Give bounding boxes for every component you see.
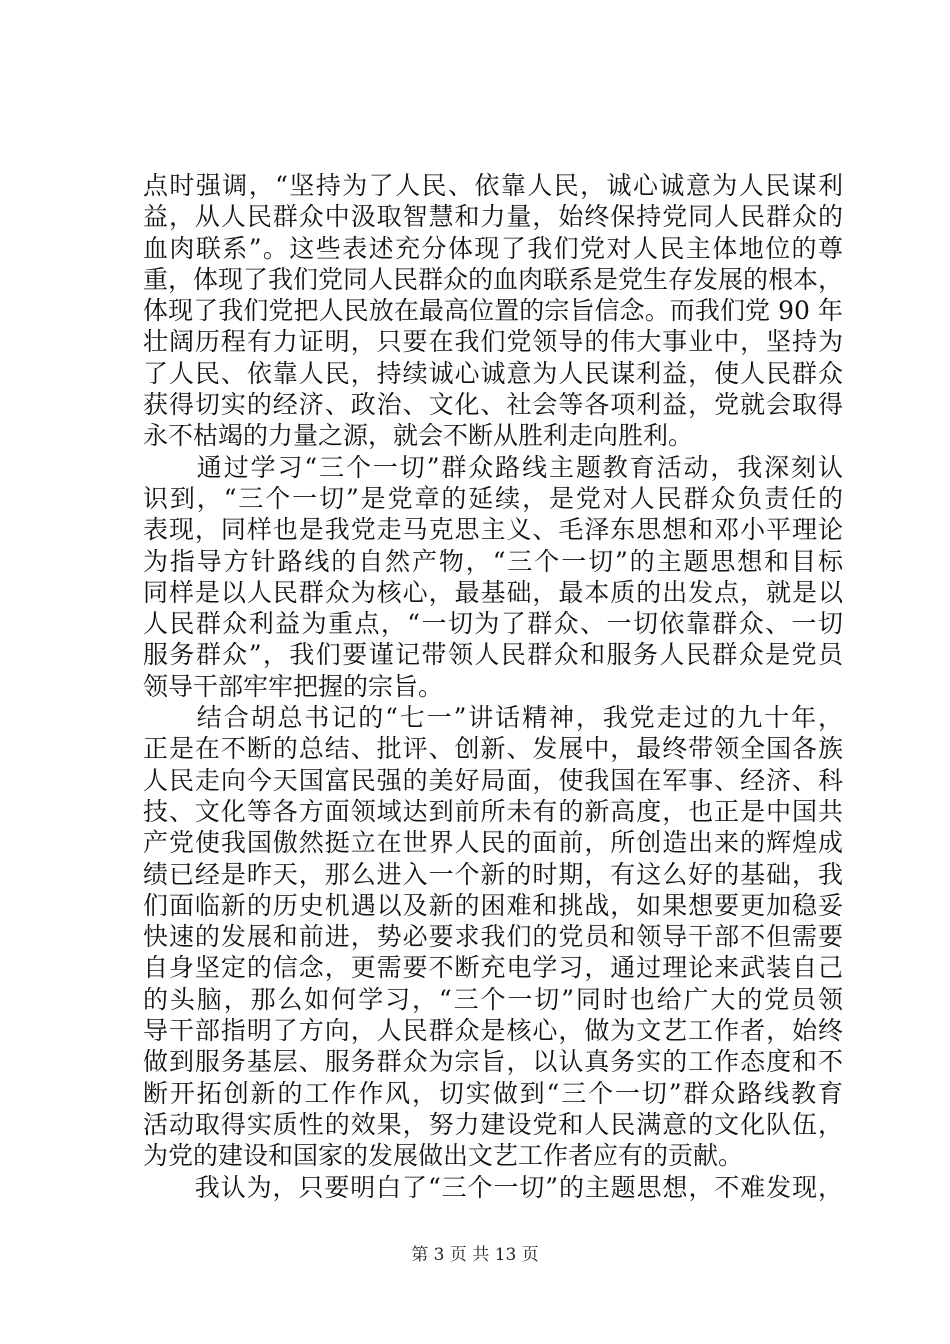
text-line: 体现了我们党把人民放在最高位置的宗旨信念。而我们党 90 年 <box>143 296 843 326</box>
text-line: 我认为，只要明白了“三个一切”的主题思想，不难发现， <box>143 1172 843 1202</box>
text-line: 自身坚定的信念，更需要不断充电学习，通过理论来武装自己 <box>143 953 843 983</box>
text-line: 为党的建设和国家的发展做出文艺工作者应有的贡献。 <box>143 1141 744 1171</box>
text-line: 服务群众”，我们要谨记带领人民群众和服务人民群众是党员 <box>143 640 843 670</box>
text-line: 壮阔历程有力证明，只要在我们党领导的伟大事业中，坚持为 <box>143 327 843 357</box>
text-line: 的头脑，那么如何学习，“三个一切”同时也给广大的党员领 <box>143 984 843 1014</box>
text-line: 人民群众利益为重点，“一切为了群众、一切依靠群众、一切 <box>143 609 843 639</box>
text-line: 快速的发展和前进，势必要求我们的党员和领导干部不但需要 <box>143 922 843 952</box>
text-line: 为指导方针路线的自然产物，“三个一切”的主题思想和目标 <box>143 546 843 576</box>
text-line: 们面临新的历史机遇以及新的困难和挑战，如果想要更加稳妥 <box>143 890 843 920</box>
text-line: 绩已经是昨天，那么进入一个新的时期，有这么好的基础，我 <box>143 859 843 889</box>
text-line: 点时强调，“坚持为了人民、依靠人民，诚心诚意为人民谋利 <box>143 171 843 200</box>
text-line: 正是在不断的总结、批评、创新、发展中，最终带领全国各族 <box>143 734 843 764</box>
page-number-label: 第 3 页 共 13 页 <box>411 1245 539 1265</box>
text-line: 重，体现了我们党同人民群众的血肉联系是党生存发展的根本， <box>143 264 844 294</box>
text-line: 永不枯竭的力量之源，就会不断从胜利走向胜利。 <box>143 421 694 451</box>
text-line: 获得切实的经济、政治、文化、社会等各项利益，党就会取得 <box>143 390 843 420</box>
text-line: 领导干部牢牢把握的宗旨。 <box>143 671 444 701</box>
text-line: 做到服务基层、服务群众为宗旨，以认真务实的工作态度和不 <box>143 1047 843 1077</box>
page-footer <box>0 1240 950 1265</box>
text-line: 识到，“三个一切”是党章的延续，是党对人民群众负责任的 <box>143 483 843 513</box>
text-line: 结合胡总书记的“七一”讲话精神，我党走过的九十年， <box>143 703 843 733</box>
text-line: 表现，同样也是我党走马克思主义、毛泽东思想和邓小平理论 <box>143 515 843 545</box>
text-line: 人民走向今天国富民强的美好局面，使我国在军事、经济、科 <box>143 765 843 795</box>
text-line: 了人民、依靠人民，持续诚心诚意为人民谋利益，使人民群众 <box>143 358 843 388</box>
text-line: 通过学习“三个一切”群众路线主题教育活动，我深刻认 <box>143 452 843 482</box>
text-line: 技、文化等各方面领域达到前所未有的新高度，也正是中国共 <box>143 796 843 826</box>
text-line: 益，从人民群众中汲取智慧和力量，始终保持党同人民群众的 <box>143 202 843 232</box>
text-line: 断开拓创新的工作作风，切实做到“三个一切”群众路线教育 <box>143 1078 843 1108</box>
text-line: 活动取得实质性的效果，努力建设党和人民满意的文化队伍， <box>143 1109 843 1139</box>
body-text <box>143 170 843 1203</box>
text-line: 同样是以人民群众为核心，最基础，最本质的出发点，就是以 <box>143 577 843 607</box>
text-line: 血肉联系”。这些表述充分体现了我们党对人民主体地位的尊 <box>143 233 843 263</box>
text-line: 导干部指明了方向，人民群众是核心，做为文艺工作者，始终 <box>143 1016 843 1046</box>
text-line: 产党使我国傲然挺立在世界人民的面前，所创造出来的辉煌成 <box>143 828 843 858</box>
